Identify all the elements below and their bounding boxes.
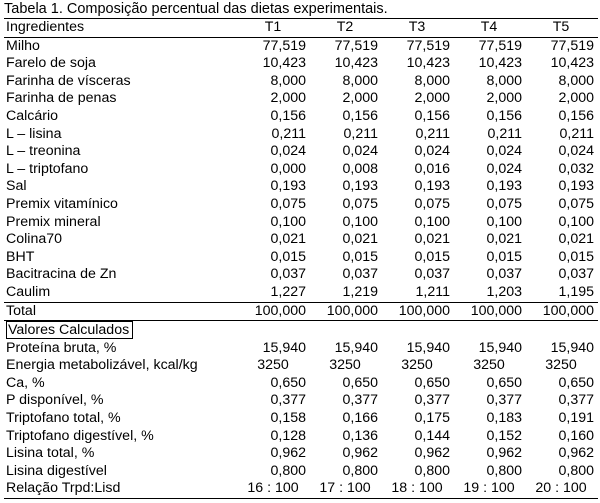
row-label: Bacitracina de Zn (6, 266, 117, 283)
row-label: P disponível, % (6, 392, 104, 409)
row-value: 0,021 (270, 231, 306, 248)
row-label: BHT (6, 248, 35, 265)
row-value: 10,423 (334, 55, 378, 72)
row-value: 2,000 (486, 90, 522, 107)
row-value: 0,650 (486, 374, 522, 391)
row-value: 0,377 (558, 392, 594, 409)
row-value: 18 : 100 (382, 480, 454, 498)
row-value: 0,037 (486, 266, 522, 283)
row-value: 0,037 (270, 266, 306, 283)
total-value: 100,000 (454, 302, 526, 321)
row-value: 0,075 (486, 195, 522, 212)
row-value: 0,158 (270, 410, 306, 427)
header-t3: T3 (382, 19, 454, 38)
row-value: 0,024 (342, 143, 378, 160)
row-value: 0,211 (487, 125, 522, 142)
row-value: 1,211 (415, 283, 450, 300)
row-value: 0,144 (414, 427, 450, 444)
table-row (4, 196, 598, 214)
calculated-heading: Valores Calculados (6, 321, 133, 339)
row-value: 0,962 (342, 445, 378, 462)
row-value: 15,940 (406, 339, 450, 356)
calculated-body (4, 340, 598, 499)
table-row (4, 143, 598, 161)
header-t2: T2 (310, 19, 382, 38)
row-value: 1,203 (486, 283, 522, 300)
row-value: 0,800 (558, 462, 594, 479)
row-label: Triptofano total, % (6, 410, 121, 427)
row-value: 0,377 (342, 392, 378, 409)
row-value: 0,211 (271, 125, 306, 142)
row-value: 0,377 (486, 392, 522, 409)
table-row (4, 108, 598, 126)
row-value: 3250 (257, 357, 289, 374)
row-value: 0,100 (558, 213, 594, 230)
table-row (4, 463, 598, 481)
row-value: 0,166 (342, 410, 378, 427)
row-value: 0,650 (270, 374, 306, 391)
row-value: 0,100 (342, 213, 378, 230)
row-label: Caulim (6, 283, 51, 300)
row-value: 0,650 (558, 374, 594, 391)
table-row (4, 266, 598, 284)
row-value: 8,000 (270, 72, 306, 89)
table-row (4, 55, 598, 73)
row-value: 0,136 (342, 427, 378, 444)
row-value: 0,015 (486, 248, 522, 265)
row-value: 1,195 (558, 283, 594, 300)
row-value: 0,016 (414, 160, 450, 177)
row-value: 0,193 (558, 178, 594, 195)
row-label: Colina70 (6, 231, 63, 248)
row-value: 0,193 (342, 178, 378, 195)
table-row (4, 161, 598, 179)
row-value: 0,211 (415, 125, 450, 142)
row-value: 0,032 (558, 160, 594, 177)
row-value: 8,000 (342, 72, 378, 89)
row-value: 0,000 (270, 160, 306, 177)
header-t5: T5 (526, 19, 598, 38)
row-value: 2,000 (342, 90, 378, 107)
calculated-heading-cell (4, 321, 238, 340)
table-row (4, 445, 598, 463)
table-row (4, 37, 598, 55)
row-value: 0,193 (414, 178, 450, 195)
row-value: 0,193 (486, 178, 522, 195)
row-label: Proteína bruta, % (6, 339, 117, 356)
row-value: 0,100 (486, 213, 522, 230)
table-row (4, 410, 598, 428)
table-row (4, 357, 598, 375)
row-value: 0,152 (486, 427, 522, 444)
row-label: Lisina digestível (6, 462, 107, 479)
row-value: 15,940 (550, 339, 594, 356)
row-value: 2,000 (414, 90, 450, 107)
total-value: 100,000 (526, 302, 598, 321)
row-value: 0,183 (486, 410, 522, 427)
row-value: 15,940 (262, 339, 306, 356)
total-value: 100,000 (382, 302, 454, 321)
row-value: 15,940 (478, 339, 522, 356)
row-value: 0,175 (414, 410, 450, 427)
row-value: 10,423 (406, 55, 450, 72)
row-value: 0,211 (343, 125, 378, 142)
row-value: 8,000 (414, 72, 450, 89)
row-value: 0,037 (342, 266, 378, 283)
row-value: 19 : 100 (454, 480, 526, 498)
row-value: 0,800 (414, 462, 450, 479)
row-value: 2,000 (558, 90, 594, 107)
row-value: 0,156 (342, 107, 378, 124)
table-caption: Tabela 1. Composição percentual das dietas experimentais. (4, 1, 388, 17)
row-value: 0,156 (270, 107, 306, 124)
row-value: 0,100 (414, 213, 450, 230)
row-value: 0,962 (270, 445, 306, 462)
row-value: 0,075 (414, 195, 450, 212)
row-value: 0,075 (270, 195, 306, 212)
total-row (4, 302, 598, 321)
row-value: 0,037 (414, 266, 450, 283)
row-value: 20 : 100 (526, 480, 598, 498)
row-label: Energia metabolizável, kcal/kg (6, 357, 198, 374)
table-row (4, 90, 598, 108)
row-value: 0,962 (486, 445, 522, 462)
table-row (4, 126, 598, 144)
row-value: 10,423 (550, 55, 594, 72)
row-value: 0,800 (342, 462, 378, 479)
header-row (4, 19, 598, 38)
row-value: 0,015 (270, 248, 306, 265)
row-value: 0,650 (342, 374, 378, 391)
header-t1: T1 (238, 19, 310, 38)
row-value: 16 : 100 (238, 480, 310, 498)
row-value: 0,024 (486, 143, 522, 160)
row-value: 15,940 (334, 339, 378, 356)
row-value: 0,008 (342, 160, 378, 177)
total-body (4, 302, 598, 340)
row-value: 0,021 (342, 231, 378, 248)
row-label: Premix mineral (6, 213, 101, 230)
row-value: 0,100 (270, 213, 306, 230)
row-value: 0,377 (414, 392, 450, 409)
table-row (4, 284, 598, 302)
calculated-heading-row (4, 321, 598, 340)
row-value: 17 : 100 (310, 480, 382, 498)
row-value: 0,021 (486, 231, 522, 248)
row-value: 0,024 (558, 143, 594, 160)
table-row (4, 480, 598, 498)
row-label: Farinha de vísceras (6, 72, 131, 89)
row-label: Sal (6, 178, 27, 195)
row-value: 8,000 (558, 72, 594, 89)
row-value: 0,191 (558, 410, 594, 427)
row-value: 0,024 (270, 143, 306, 160)
row-value: 10,423 (478, 55, 522, 72)
table-row (4, 249, 598, 267)
row-value: 0,160 (558, 427, 594, 444)
document-page (0, 1, 600, 503)
row-value: 10,423 (262, 55, 306, 72)
table-row (4, 428, 598, 446)
row-label: Relação Trpd:Lisd (4, 480, 238, 498)
row-value: 77,519 (550, 37, 594, 54)
row-value: 0,015 (342, 248, 378, 265)
row-value: 0,156 (558, 107, 594, 124)
row-value: 1,219 (342, 283, 378, 300)
row-value: 0,015 (558, 248, 594, 265)
row-value: 0,962 (414, 445, 450, 462)
row-label: L – lisina (6, 125, 62, 142)
table-row (4, 73, 598, 91)
row-label: Farinha de penas (6, 90, 117, 107)
row-value: 0,037 (558, 266, 594, 283)
row-value: 0,156 (414, 107, 450, 124)
row-value: 0,024 (486, 160, 522, 177)
row-label: Calcário (6, 107, 59, 124)
table-header (4, 19, 598, 38)
row-value: 0,156 (486, 107, 522, 124)
row-value: 0,211 (559, 125, 594, 142)
row-value: 0,024 (414, 143, 450, 160)
row-label: Ca, % (6, 374, 45, 391)
table-row (4, 375, 598, 393)
row-value: 0,377 (270, 392, 306, 409)
row-value: 77,519 (262, 37, 306, 54)
header-t4: T4 (454, 19, 526, 38)
table-row (4, 214, 598, 232)
table-row (4, 340, 598, 358)
row-label: Premix vitamínico (6, 195, 118, 212)
row-value: 0,193 (270, 178, 306, 195)
row-value: 77,519 (406, 37, 450, 54)
row-value: 1,227 (270, 283, 306, 300)
row-value: 0,021 (558, 231, 594, 248)
row-value: 0,128 (270, 427, 306, 444)
row-label: L – triptofano (6, 160, 89, 177)
table-row (4, 178, 598, 196)
row-value: 3250 (473, 357, 505, 374)
row-value: 0,650 (414, 374, 450, 391)
row-value: 0,075 (558, 195, 594, 212)
row-value: 3250 (329, 357, 361, 374)
row-label: Triptofano digestível, % (6, 427, 154, 444)
row-value: 0,015 (414, 248, 450, 265)
table-row (4, 392, 598, 410)
row-label: Farelo de soja (6, 55, 96, 72)
row-value: 0,962 (558, 445, 594, 462)
table-row (4, 231, 598, 249)
row-value: 3250 (545, 357, 577, 374)
total-value: 100,000 (238, 302, 310, 321)
row-value: 0,075 (342, 195, 378, 212)
header-ingredients: Ingredientes (4, 19, 238, 38)
diet-composition-table (4, 18, 598, 499)
row-value: 0,800 (486, 462, 522, 479)
row-value: 8,000 (486, 72, 522, 89)
row-label: Milho (6, 37, 40, 54)
row-label: L – treonina (6, 143, 81, 160)
total-value: 100,000 (310, 302, 382, 321)
row-value: 2,000 (270, 90, 306, 107)
row-label: Lisina total, % (6, 445, 95, 462)
total-label: Total (4, 302, 238, 321)
ingredients-body (4, 37, 598, 302)
row-value: 3250 (401, 357, 433, 374)
row-value: 77,519 (334, 37, 378, 54)
row-value: 0,800 (270, 462, 306, 479)
row-value: 0,021 (414, 231, 450, 248)
row-value: 77,519 (478, 37, 522, 54)
